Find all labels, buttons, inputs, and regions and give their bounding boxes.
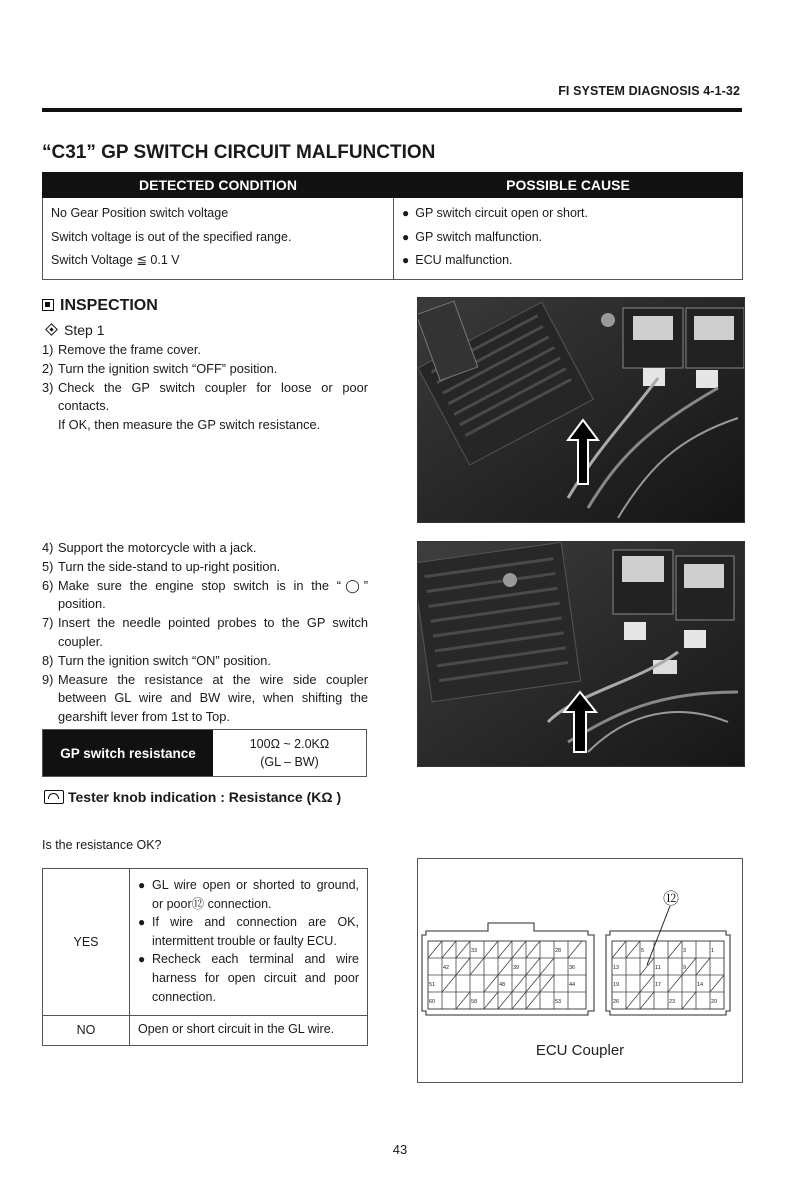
pin-label: 23 xyxy=(669,999,676,1005)
pin-label: 17 xyxy=(655,982,662,988)
pin-label: 28 xyxy=(555,948,562,954)
diamond-bullet-icon xyxy=(45,323,58,336)
header-title: FI SYSTEM DIAGNOSIS 4-1-32 xyxy=(558,84,740,98)
step-continuation: gearshift lever from 1st to Top. xyxy=(58,709,230,725)
step-heading: Step 1 xyxy=(44,322,104,338)
cause-item: ● GP switch circuit open or short. xyxy=(402,206,589,220)
yes-label: YES xyxy=(43,869,130,1016)
no-label: NO xyxy=(43,1016,130,1046)
pin-label: 48 xyxy=(499,982,506,988)
yes-actions xyxy=(130,869,368,1016)
pin-label: 33 xyxy=(471,948,478,954)
detected-item: No Gear Position switch voltage xyxy=(51,206,229,220)
pin-label: 36 xyxy=(569,965,576,971)
step-item: 7) Insert the needle pointed probes to the GP switch xyxy=(42,615,368,631)
pin-label: 26 xyxy=(613,999,620,1005)
ecu-coupler-diagram xyxy=(417,858,743,1083)
resistance-value: 100Ω ~ 2.0KΩ xyxy=(249,737,330,751)
resistance-wires: (GL – BW) xyxy=(260,755,319,769)
question-text: Is the resistance OK? xyxy=(42,838,162,852)
step-item: 4) Support the motorcycle with a jack. xyxy=(42,540,257,555)
bullet-icon: ● xyxy=(402,206,410,220)
inspection-heading: INSPECTION xyxy=(42,297,158,315)
pin-label: 53 xyxy=(555,999,562,1005)
pin-label: 13 xyxy=(613,965,620,971)
tester-icon xyxy=(44,790,64,804)
page-number: 43 xyxy=(392,1142,408,1157)
pin-label: 5 xyxy=(641,948,645,954)
yes-item: ● Recheck each terminal and wire harness for open circuit and poor connection. xyxy=(138,950,359,1006)
square-bullet-icon xyxy=(42,299,54,311)
step-item: 3) Check the GP switch coupler for loose or poor xyxy=(42,379,368,395)
no-action: Open or short circuit in the GL wire. xyxy=(130,1016,368,1046)
resistance-spec-box xyxy=(42,729,367,777)
step-continuation: contacts. xyxy=(58,398,110,414)
step-continuation: coupler. xyxy=(58,633,103,649)
steps-list-a xyxy=(42,341,368,435)
step-item: 9) Measure the resistance at the wire side coupler xyxy=(42,671,368,687)
step-item: 1) Remove the frame cover. xyxy=(42,342,201,357)
steps-list-b xyxy=(42,539,368,727)
step-item: 2) Turn the ignition switch “OFF” position. xyxy=(42,360,278,376)
tester-text: Tester knob indication : Resistance (KΩ ) xyxy=(68,789,342,805)
pin-label: 60 xyxy=(429,999,436,1005)
yes-item: ● If wire and connection are OK, intermittent trouble or faulty ECU. xyxy=(138,913,359,950)
page-title: “C31” GP SWITCH CIRCUIT MALFUNCTION xyxy=(42,142,436,163)
pin-label: 58 xyxy=(471,999,478,1005)
pin-label: 9 xyxy=(683,965,687,971)
bullet-icon: ● xyxy=(138,952,146,967)
pin-label: 11 xyxy=(655,965,661,971)
pin-label: 44 xyxy=(569,982,576,988)
bullet-icon: ● xyxy=(402,229,410,244)
bullet-icon: ● xyxy=(402,253,410,267)
detected-condition-header: DETECTED CONDITION xyxy=(43,173,394,198)
pin-label: 19 xyxy=(613,982,620,988)
pin-label: 14 xyxy=(697,982,704,988)
bullet-icon: ● xyxy=(138,878,146,892)
step-continuation: position. xyxy=(58,596,106,612)
step-item: 8) Turn the ignition switch “ON” position. xyxy=(42,652,271,668)
header-rule xyxy=(42,108,742,112)
pin-label: 20 xyxy=(711,999,718,1005)
cause-item: ● GP switch malfunction. xyxy=(402,229,543,244)
cause-item: ● ECU malfunction. xyxy=(402,253,513,267)
pin-label: 1 xyxy=(711,948,715,954)
yes-item: ● GL wire open or shorted to ground, or poor⑫ connection. xyxy=(138,876,359,913)
possible-cause-header: POSSIBLE CAUSE xyxy=(394,173,743,198)
step-item: 6) Make sure the engine stop switch is in the “◯” xyxy=(42,577,368,593)
detected-item: Switch voltage is out of the specified range. xyxy=(51,229,292,244)
pin-label: 51 xyxy=(429,982,436,988)
step-item: 5) Turn the side-stand to up-right position. xyxy=(42,558,281,574)
condition-table xyxy=(42,172,743,280)
resistance-value-cell xyxy=(213,730,366,776)
pin-label: 42 xyxy=(443,965,450,971)
step-continuation: If OK, then measure the GP switch resistance. xyxy=(58,417,321,433)
detected-condition-cell xyxy=(43,198,394,280)
diagram-caption: ECU Coupler xyxy=(535,1042,625,1059)
resistance-label: GP switch resistance xyxy=(43,730,213,776)
step-continuation: between GL wire and BW wire, when shifting the xyxy=(58,690,368,706)
gp-switch-coupler-photo-2 xyxy=(417,541,745,767)
tester-indication xyxy=(44,789,341,805)
gp-switch-coupler-photo-1 xyxy=(417,297,745,523)
possible-cause-cell xyxy=(394,198,743,280)
detected-item: Switch Voltage ≦ 0.1 V xyxy=(51,253,180,267)
bullet-icon: ● xyxy=(138,915,146,930)
pin-label: 39 xyxy=(513,965,520,971)
yes-no-table xyxy=(42,868,368,1046)
pin-12-callout: ⑫ xyxy=(663,891,680,908)
pin-label: 3 xyxy=(683,948,687,954)
